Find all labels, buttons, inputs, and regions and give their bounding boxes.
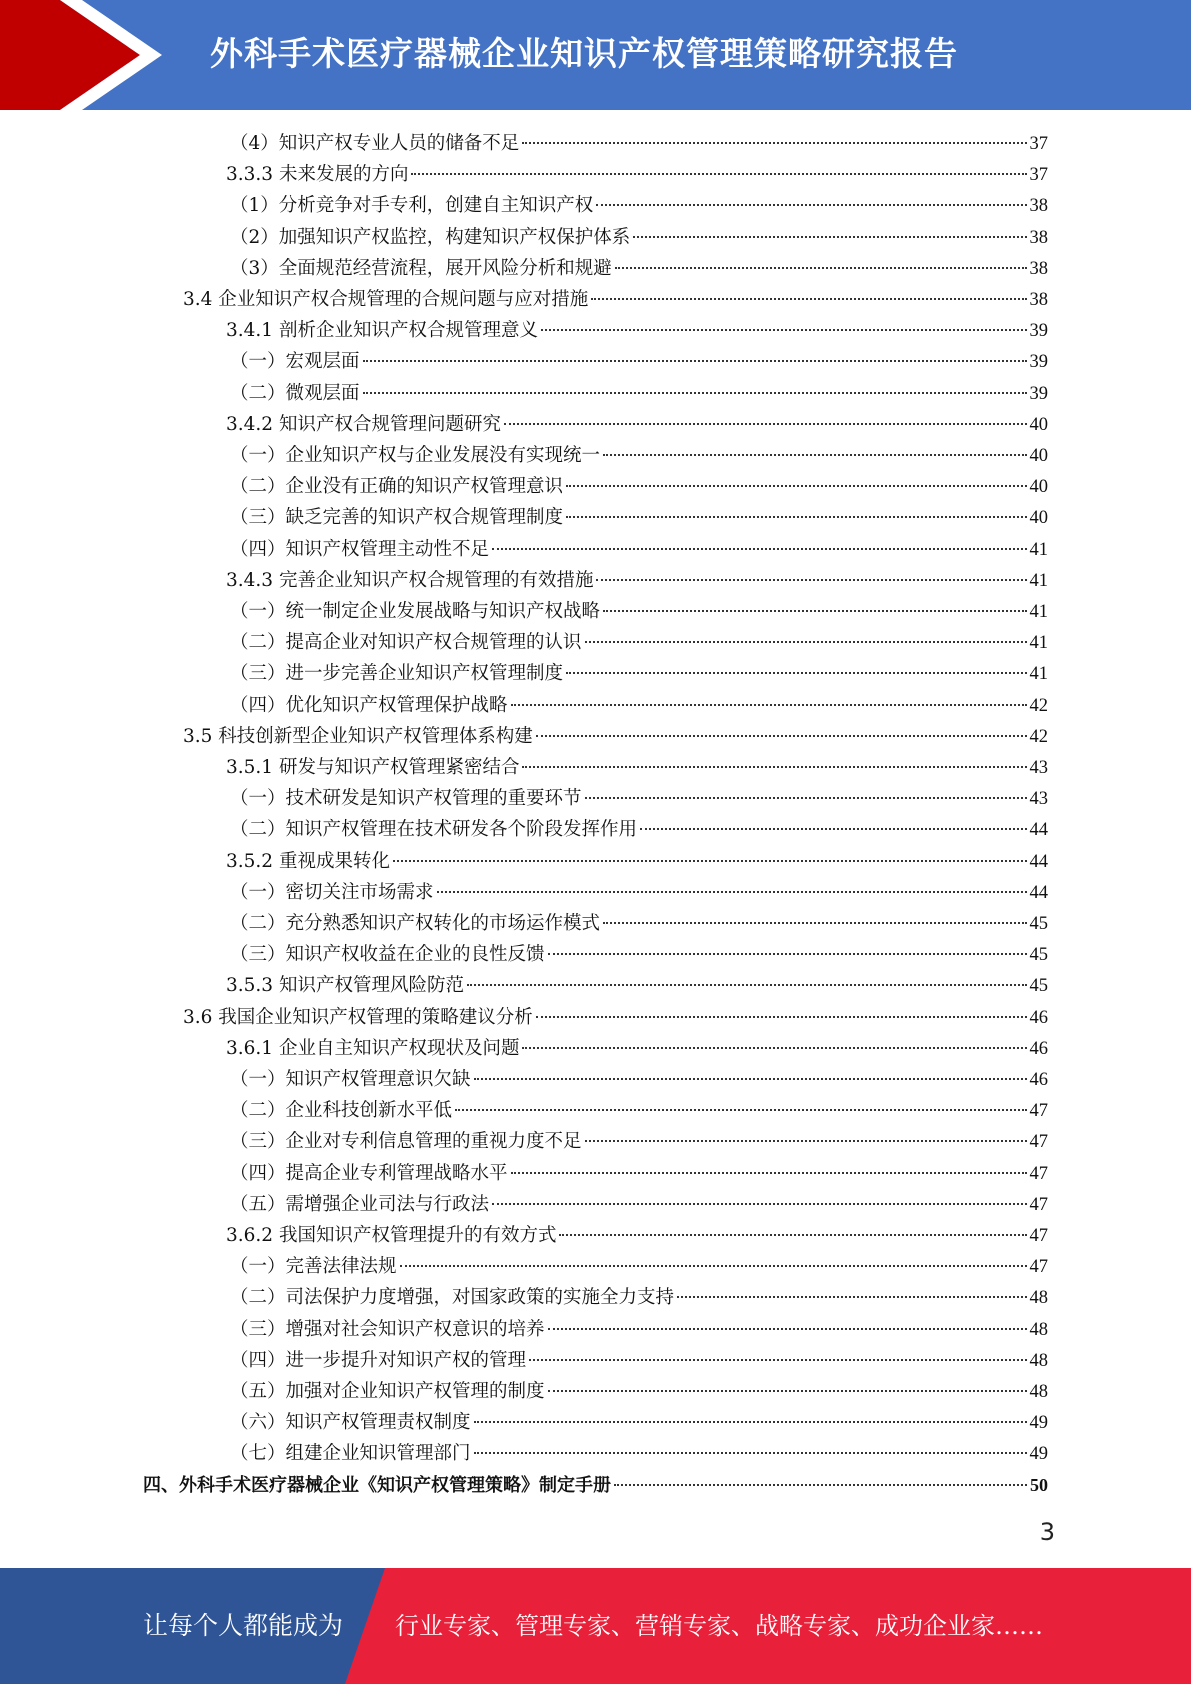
toc-entry-label: （二）企业没有正确的知识产权管理意识 <box>230 476 564 498</box>
toc-entry-label: （二）知识产权管理在技术研发各个阶段发挥作用 <box>230 819 638 841</box>
toc-entry-page: 45 <box>1029 945 1048 966</box>
toc-entry-page: 39 <box>1029 352 1048 373</box>
toc-entry-page: 37 <box>1029 134 1048 154</box>
toc-entry[interactable] <box>230 877 1048 908</box>
toc-entry[interactable] <box>230 1438 1048 1469</box>
toc-entry[interactable] <box>230 1095 1048 1126</box>
toc-entry[interactable] <box>230 346 1048 377</box>
toc-dot-leader <box>511 1172 1027 1174</box>
toc-entry-label: （三）进一步完善企业知识产权管理制度 <box>230 663 564 685</box>
toc-entry-page: 47 <box>1029 1226 1048 1246</box>
toc-entry[interactable] <box>230 502 1048 533</box>
toc-entry-label: 3.5 科技创新型企业知识产权管理体系构建 <box>183 725 533 747</box>
toc-entry-page: 42 <box>1029 726 1048 747</box>
toc-entry-label: （一）统一制定企业发展战略与知识产权战略 <box>230 601 601 622</box>
toc-entry-label: （二）企业科技创新水平低 <box>230 1100 453 1122</box>
toc-entry[interactable] <box>230 1126 1048 1157</box>
toc-dot-leader <box>511 704 1027 706</box>
toc-entry[interactable] <box>226 1220 1048 1251</box>
toc-entry[interactable] <box>230 190 1048 221</box>
toc-dot-leader <box>677 1296 1026 1298</box>
toc-entry[interactable] <box>230 783 1048 814</box>
toc-entry-page: 41 <box>1029 602 1048 622</box>
toc-entry-page: 48 <box>1029 1319 1048 1340</box>
toc-dot-leader <box>603 610 1026 612</box>
toc-entry[interactable] <box>230 1189 1048 1220</box>
toc-dot-leader <box>363 360 1027 362</box>
toc-entry-label: 3.5.3 知识产权管理风险防范 <box>226 975 464 997</box>
toc-entry-label: （五）需增强企业司法与行政法 <box>230 1193 490 1215</box>
toc-dot-leader <box>492 548 1026 550</box>
toc-dot-leader <box>411 173 1026 175</box>
toc-entry-label: （一）技术研发是知识产权管理的重要环节 <box>230 788 582 810</box>
toc-dot-leader <box>467 984 1027 986</box>
toc-entry[interactable] <box>230 1345 1048 1376</box>
toc-entry-label: 四、外科手术医疗器械企业《知识产权管理策略》制定手册 <box>143 1474 611 1496</box>
toc-entry-label: （四）提高企业专利管理战略水平 <box>230 1162 508 1184</box>
report-title: 外科手术医疗器械企业知识产权管理策略研究报告 <box>210 34 958 73</box>
toc-dot-leader <box>559 1234 1026 1236</box>
toc-entry-page: 49 <box>1029 1413 1048 1434</box>
toc-entry[interactable] <box>230 814 1048 845</box>
toc-entry[interactable] <box>230 128 1048 159</box>
footer-slogan-right: 行业专家、管理专家、营销专家、战略专家、成功企业家…… <box>395 1612 1043 1640</box>
toc-entry[interactable] <box>183 284 1048 315</box>
toc-entry[interactable] <box>230 596 1048 627</box>
toc-entry-page: 47 <box>1029 1132 1048 1153</box>
toc-entry-label: （三）缺乏完善的知识产权合规管理制度 <box>230 507 564 529</box>
toc-dot-leader <box>614 1484 1027 1486</box>
toc-entry-label: （二）微观层面 <box>230 382 360 404</box>
toc-entry-page: 40 <box>1029 477 1048 498</box>
toc-entry-page: 43 <box>1029 758 1048 778</box>
toc-entry-label: （4）知识产权专业人员的储备不足 <box>230 133 520 154</box>
toc-entry-page: 49 <box>1029 1444 1048 1465</box>
toc-entry-page: 47 <box>1029 1163 1048 1184</box>
toc-entry[interactable] <box>230 908 1048 939</box>
toc-entry[interactable] <box>230 1251 1048 1282</box>
toc-entry-page: 48 <box>1029 1382 1048 1402</box>
toc-entry-page: 46 <box>1029 1038 1048 1059</box>
toc-entry-page: 40 <box>1029 414 1048 435</box>
toc-entry[interactable] <box>230 1282 1048 1313</box>
toc-dot-leader <box>640 828 1026 830</box>
page-header <box>0 0 1191 110</box>
toc-dot-leader <box>529 1359 1026 1361</box>
toc-dot-leader <box>566 516 1026 518</box>
toc-dot-leader <box>536 735 1027 737</box>
toc-dot-leader <box>474 1421 1027 1423</box>
toc-entry-page: 38 <box>1029 290 1048 310</box>
toc-entry-label: （二）充分熟悉知识产权转化的市场运作模式 <box>230 913 601 934</box>
toc-entry-page: 41 <box>1029 664 1048 685</box>
toc-entry[interactable] <box>230 627 1048 658</box>
toc-entry[interactable] <box>183 721 1048 752</box>
toc-entry-page: 47 <box>1029 1194 1048 1215</box>
toc-entry[interactable] <box>230 1314 1048 1345</box>
toc-entry-label: 3.6.1 企业自主知识产权现状及问题 <box>226 1037 520 1059</box>
toc-entry[interactable] <box>226 970 1048 1001</box>
toc-entry[interactable] <box>230 658 1048 689</box>
toc-entry[interactable] <box>230 690 1048 721</box>
toc-entry-label: （三）增强对社会知识产权意识的培养 <box>230 1318 545 1340</box>
toc-entry-label: 3.4 企业知识产权合规管理的合规问题与应对措施 <box>183 289 589 310</box>
toc-entry[interactable] <box>230 471 1048 502</box>
toc-dot-leader <box>596 204 1026 206</box>
toc-entry-page: 39 <box>1029 383 1048 404</box>
toc-entry[interactable] <box>226 846 1048 877</box>
toc-entry[interactable] <box>143 1470 1048 1501</box>
toc-entry[interactable] <box>230 222 1048 253</box>
toc-dot-leader <box>615 267 1027 269</box>
toc-dot-leader <box>474 1078 1027 1080</box>
toc-entry[interactable] <box>230 534 1048 565</box>
toc-entry-page: 50 <box>1030 1474 1048 1495</box>
toc-entry-label: 3.3.3 未来发展的方向 <box>226 164 409 186</box>
toc-entry-label: （2）加强知识产权监控，构建知识产权保护体系 <box>230 226 631 248</box>
footer-slogan-left: 让每个人都能成为 <box>143 1611 344 1640</box>
toc-entry-label: （1）分析竞争对手专利，创建自主知识产权 <box>230 195 594 217</box>
toc-dot-leader <box>633 236 1026 238</box>
toc-dot-leader <box>603 922 1026 924</box>
toc-dot-leader <box>596 579 1026 581</box>
toc-dot-leader <box>455 1109 1026 1111</box>
toc-dot-leader <box>548 953 1027 955</box>
toc-entry-page: 44 <box>1029 851 1048 872</box>
toc-entry-page: 42 <box>1029 695 1048 716</box>
toc-entry[interactable] <box>226 159 1048 190</box>
toc-entry-page: 44 <box>1029 882 1048 903</box>
toc-entry-page: 39 <box>1029 321 1048 342</box>
toc-entry-label: 3.5.1 研发与知识产权管理紧密结合 <box>226 757 520 778</box>
toc-dot-leader <box>548 1328 1027 1330</box>
toc-entry-label: （四）进一步提升对知识产权的管理 <box>230 1349 527 1371</box>
page-footer <box>0 1568 1191 1684</box>
toc-entry-page: 46 <box>1029 1070 1048 1090</box>
toc-dot-leader <box>504 423 1027 425</box>
toc-entry-page: 41 <box>1029 539 1048 560</box>
page-number: 3 <box>1039 1518 1055 1546</box>
toc-dot-leader <box>437 891 1027 893</box>
toc-entry-page: 40 <box>1029 446 1048 466</box>
toc-entry-page: 48 <box>1029 1288 1048 1309</box>
toc-dot-leader <box>591 298 1026 300</box>
toc-entry-page: 41 <box>1029 633 1048 654</box>
toc-entry-page: 45 <box>1029 914 1048 934</box>
toc-entry-page: 47 <box>1029 1101 1048 1122</box>
toc-entry[interactable] <box>230 1407 1048 1438</box>
toc-dot-leader <box>585 641 1027 643</box>
toc-entry-label: （一）完善法律法规 <box>230 1256 397 1278</box>
toc-entry[interactable] <box>226 409 1048 440</box>
toc-entry[interactable] <box>230 1158 1048 1189</box>
toc-entry-page: 45 <box>1029 976 1048 997</box>
toc-entry-label: （七）组建企业知识管理部门 <box>230 1443 471 1465</box>
toc-entry[interactable] <box>230 939 1048 970</box>
toc-entry-label: （五）加强对企业知识产权管理的制度 <box>230 1381 545 1402</box>
toc-entry-page: 38 <box>1029 196 1048 217</box>
toc-entry-page: 37 <box>1029 165 1048 186</box>
toc-entry-label: （一）宏观层面 <box>230 351 360 373</box>
toc-entry-label: （四）优化知识产权管理保护战略 <box>230 694 508 716</box>
toc-dot-leader <box>400 1265 1027 1267</box>
toc-entry-page: 44 <box>1029 820 1048 841</box>
toc-entry-label: （一）密切关注市场需求 <box>230 881 434 903</box>
toc-entry-page: 43 <box>1029 789 1048 810</box>
toc-entry-label: 3.4.3 完善企业知识产权合规管理的有效措施 <box>226 569 594 591</box>
toc-dot-leader <box>541 329 1027 331</box>
toc-entry[interactable] <box>230 1376 1048 1407</box>
toc-entry-label: 3.6.2 我国知识产权管理提升的有效方式 <box>226 1225 557 1246</box>
toc-entry-page: 46 <box>1029 1007 1048 1028</box>
toc-dot-leader <box>474 1452 1027 1454</box>
toc-entry[interactable] <box>183 1002 1048 1033</box>
toc-dot-leader <box>566 485 1026 487</box>
toc-entry-page: 48 <box>1029 1350 1048 1371</box>
toc-dot-leader <box>548 1390 1027 1392</box>
toc-dot-leader <box>522 1047 1026 1049</box>
toc-entry[interactable] <box>230 440 1048 471</box>
toc-dot-leader <box>585 797 1027 799</box>
toc-entry[interactable] <box>230 1064 1048 1095</box>
toc-entry[interactable] <box>230 378 1048 409</box>
toc-entry[interactable] <box>230 253 1048 284</box>
toc-entry-label: （一）知识产权管理意识欠缺 <box>230 1069 471 1090</box>
toc-entry[interactable] <box>226 315 1048 346</box>
toc-entry-label: 3.4.2 知识产权合规管理问题研究 <box>226 413 501 435</box>
toc-entry[interactable] <box>226 752 1048 783</box>
toc-dot-leader <box>566 672 1026 674</box>
toc-entry-page: 47 <box>1029 1257 1048 1278</box>
toc-entry-label: （三）企业对专利信息管理的重视力度不足 <box>230 1131 582 1153</box>
toc-entry-label: （六）知识产权管理责权制度 <box>230 1412 471 1434</box>
toc-dot-leader <box>603 454 1026 456</box>
toc-dot-leader <box>393 860 1027 862</box>
toc-dot-leader <box>492 1203 1026 1205</box>
toc-dot-leader <box>522 142 1026 144</box>
toc-entry-label: 3.5.2 重视成果转化 <box>226 850 390 872</box>
toc-entry-label: 3.4.1 剖析企业知识产权合规管理意义 <box>226 320 538 342</box>
toc-entry[interactable] <box>226 1033 1048 1064</box>
toc-entry-label: （三）知识产权收益在企业的良性反馈 <box>230 944 545 966</box>
toc-entry-page: 41 <box>1029 570 1048 591</box>
toc-entry-page: 38 <box>1029 258 1048 279</box>
toc-entry-label: （二）司法保护力度增强，对国家政策的实施全力支持 <box>230 1287 675 1309</box>
toc-entry-label: （二）提高企业对知识产权合规管理的认识 <box>230 632 582 654</box>
toc-dot-leader <box>585 1140 1027 1142</box>
toc-dot-leader <box>536 1016 1027 1018</box>
toc-entry-label: （一）企业知识产权与企业发展没有实现统一 <box>230 445 601 466</box>
toc-dot-leader <box>363 392 1027 394</box>
toc-entry-label: 3.6 我国企业知识产权管理的策略建议分析 <box>183 1006 533 1028</box>
toc-dot-leader <box>522 766 1026 768</box>
toc-entry[interactable] <box>226 565 1048 596</box>
toc-entry-page: 38 <box>1029 227 1048 248</box>
toc-entry-page: 40 <box>1029 508 1048 529</box>
toc-entry-label: （3）全面规范经营流程，展开风险分析和规避 <box>230 257 612 279</box>
toc-entry-label: （四）知识产权管理主动性不足 <box>230 538 490 560</box>
